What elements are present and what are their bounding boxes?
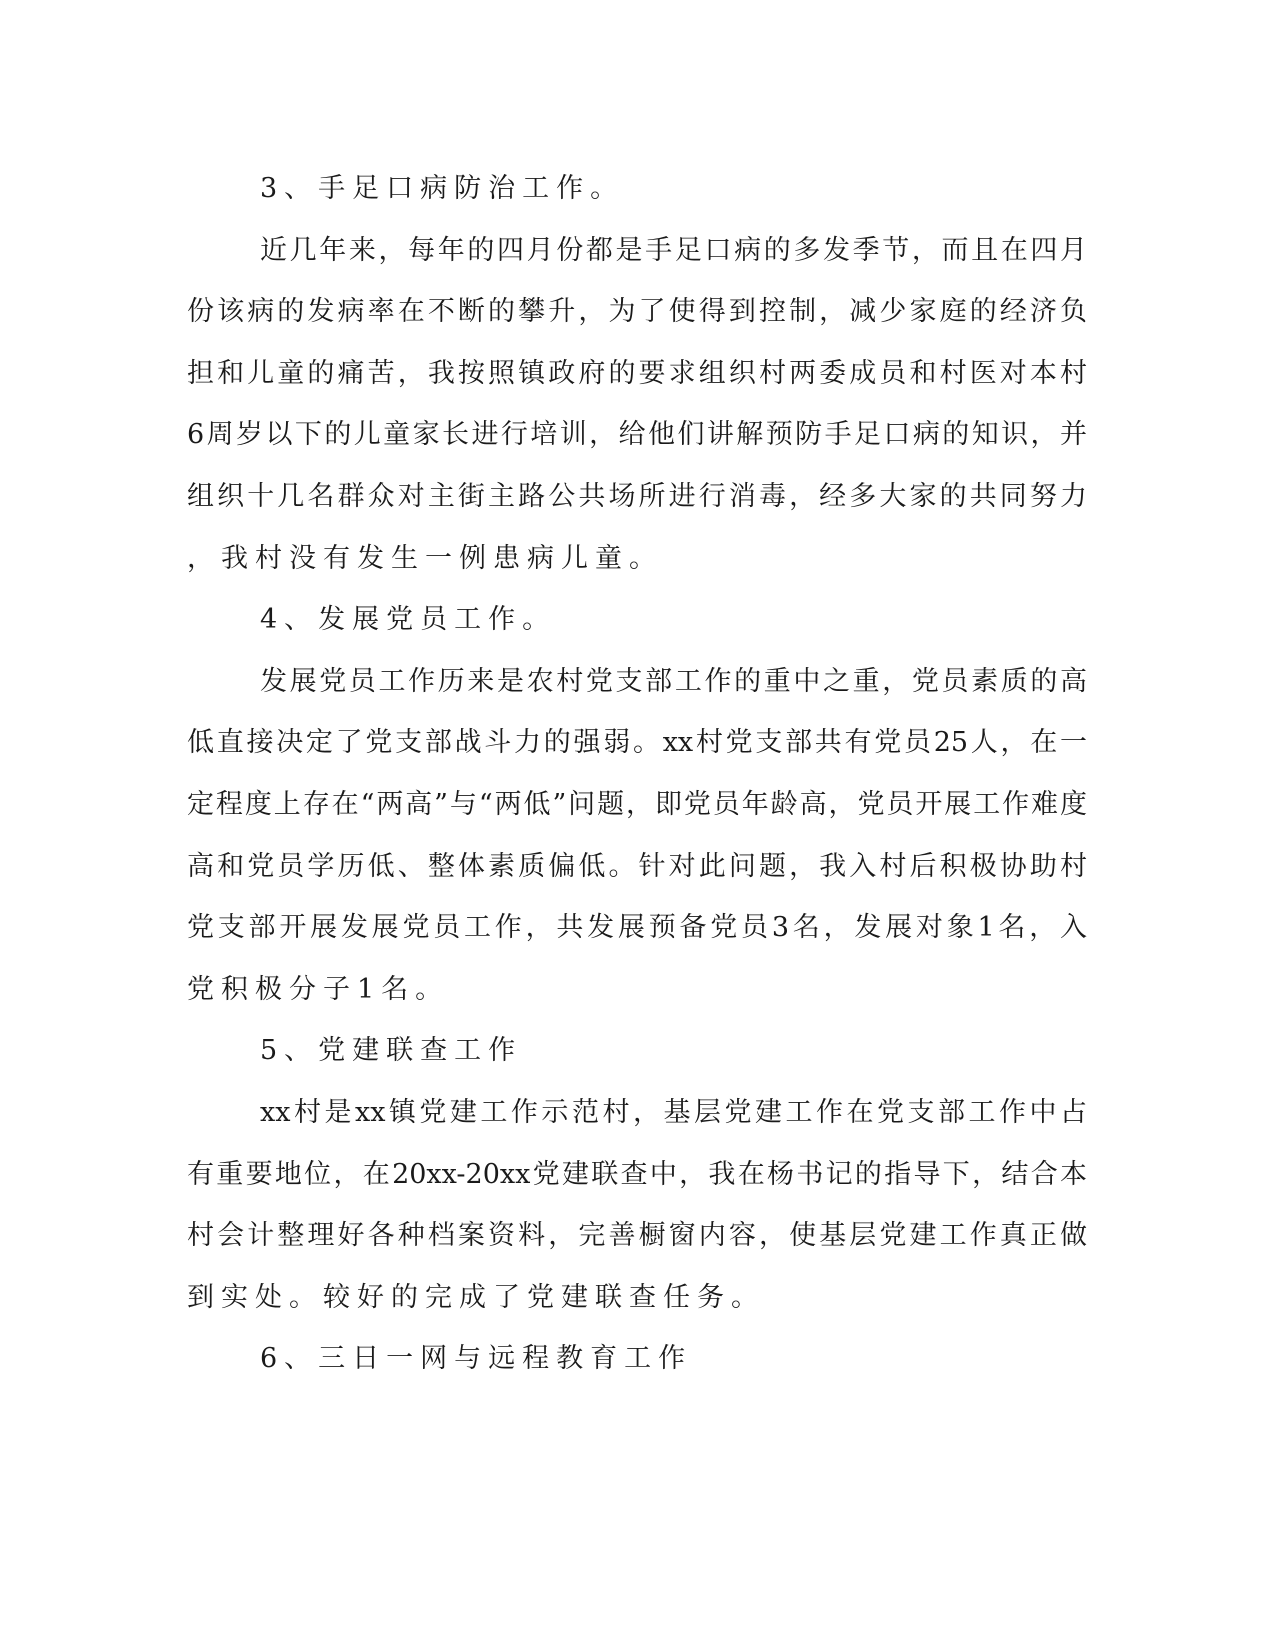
paragraph-line: 低直接决定了党支部战斗力的强弱。xx村党支部共有党员25人，在一: [187, 727, 1087, 759]
paragraph-line: 党积极分子1名。: [187, 973, 450, 1005]
section-heading-6: 6、三日一网与远程教育工作: [260, 1343, 693, 1375]
paragraph-line: 担和儿童的痛苦，我按照镇政府的要求组织村两委成员和村医对本村: [187, 357, 1087, 389]
paragraph-line: 近几年来，每年的四月份都是手足口病的多发季节，而且在四月: [260, 234, 1087, 266]
paragraph-line: 党支部开展发展党员工作，共发展预备党员3名，发展对象1名，入: [187, 912, 1087, 944]
paragraph-line: 高和党员学历低、整体素质偏低。针对此问题，我入村后积极协助村: [187, 850, 1087, 882]
paragraph-line: 到实处。较好的完成了党建联查任务。: [187, 1281, 765, 1313]
paragraph-line: 6周岁以下的儿童家长进行培训，给他们讲解预防手足口病的知识，并: [187, 419, 1087, 451]
paragraph-line: 定程度上存在“两高”与“两低”问题，即党员年龄高，党员开展工作难度: [187, 788, 1087, 820]
document-body: [187, 158, 1087, 1390]
section-heading-3: 3、手足口病防治工作。: [260, 173, 625, 204]
paragraph-line: 份该病的发病率在不断的攀升，为了使得到控制，减少家庭的经济负: [187, 296, 1087, 328]
paragraph-line: 村会计整理好各种档案资料，完善橱窗内容，使基层党建工作真正做: [187, 1220, 1087, 1252]
paragraph-line: 发展党员工作历来是农村党支部工作的重中之重，党员素质的高: [260, 665, 1087, 697]
section-heading-5: 5、党建联查工作: [260, 1035, 523, 1067]
paragraph-line: 组织十几名群众对主街主路公共场所进行消毒，经多大家的共同努力: [187, 480, 1087, 512]
paragraph-line: xx村是xx镇党建工作示范村，基层党建工作在党支部工作中占: [260, 1096, 1087, 1128]
paragraph-line: ，我村没有发生一例患病儿童。: [187, 542, 663, 574]
section-heading-4: 4、发展党员工作。: [260, 604, 557, 636]
paragraph-line: 有重要地位，在20xx-20xx党建联查中，我在杨书记的指导下，结合本: [187, 1158, 1087, 1190]
